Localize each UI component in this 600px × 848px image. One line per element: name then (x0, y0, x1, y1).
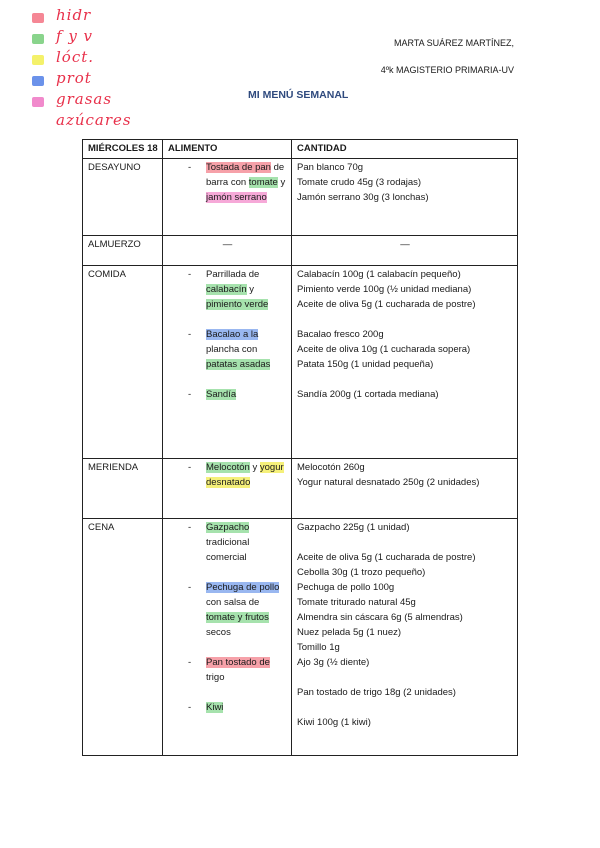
quantity-line: Bacalao fresco 200g (297, 329, 384, 340)
legend-swatch (32, 76, 44, 86)
table-row-comida (83, 266, 518, 459)
menu-table (82, 139, 518, 756)
list-dash: - (188, 582, 192, 593)
degree-label: 4ºk MAGISTERIO PRIMARIA-UV (380, 65, 514, 75)
quantity-line: Kiwi 100g (1 kiwi) (297, 717, 371, 728)
quantity-cell (292, 266, 518, 459)
food-text: Pechuga de pollo con salsa de tomate y frutos secos (206, 582, 280, 638)
food-item (168, 580, 287, 640)
list-dash: - (188, 269, 192, 280)
table-row-merienda (83, 459, 518, 519)
food-item (168, 387, 287, 402)
column-header-quantity: CANTIDAD (292, 140, 518, 159)
legend-swatch (32, 13, 44, 23)
quantity-line: Calabacín 100g (1 calabacín pequeño) (297, 269, 461, 280)
meal-name: CENA (83, 519, 163, 756)
quantity-line: Jamón serrano 30g (3 lonchas) (297, 192, 429, 203)
quantity-line: Nuez pelada 5g (1 nuez) (297, 627, 402, 638)
food-cell (163, 159, 292, 236)
legend-label: hidr (56, 6, 92, 24)
meal-name: MERIENDA (83, 459, 163, 519)
quantity-line: Aceite de oliva 5g (1 cucharada de postre) (297, 299, 476, 310)
legend-label: azúcares (56, 111, 132, 129)
quantity-line: Pan blanco 70g (297, 162, 364, 173)
quantity-line: Yogur natural desnatado 250g (2 unidades) (297, 477, 480, 488)
food-item (168, 700, 287, 715)
food-text: Parrillada de calabacín y pimiento verde (206, 269, 269, 310)
quantity-line: Melocotón 260g (297, 462, 365, 473)
meal-name: ALMUERZO (83, 236, 163, 266)
quantity-line: Pimiento verde 100g (½ unidad mediana) (297, 284, 472, 295)
food-item (168, 267, 287, 312)
table-row-almuerzo (83, 236, 518, 266)
food-item (168, 460, 287, 490)
food-item (168, 520, 287, 565)
author-name: MARTA SUÁREZ MARTÍNEZ, (393, 38, 514, 48)
quantity-line: Cebolla 30g (1 trozo pequeño) (297, 567, 426, 578)
quantity-line: Pechuga de pollo 100g (297, 582, 395, 593)
quantity-line: Gazpacho 225g (1 unidad) (297, 522, 410, 533)
list-dash: - (188, 329, 192, 340)
legend-swatch (32, 34, 44, 44)
quantity-line: Tomate triturado natural 45g (297, 597, 416, 608)
meal-name: COMIDA (83, 266, 163, 459)
quantity-cell (292, 519, 518, 756)
list-dash: - (188, 702, 192, 713)
table-row-desayuno (83, 159, 518, 236)
table-row-cena (83, 519, 518, 756)
food-text: Kiwi (206, 702, 224, 713)
food-cell (163, 459, 292, 519)
food-item (168, 327, 287, 372)
food-text: Sandía (206, 389, 237, 400)
quantity-line: Aceite de oliva 5g (1 cucharada de postre) (297, 552, 476, 563)
legend-label: f y v (56, 27, 94, 45)
meal-name: DESAYUNO (83, 159, 163, 236)
list-dash: - (188, 522, 192, 533)
food-text: Melocotón y yogur desnatado (206, 462, 284, 488)
column-header-day: MIÉRCOLES 18 (83, 140, 163, 159)
food-cell (163, 266, 292, 459)
quantity-line: Patata 150g (1 unidad pequeña) (297, 359, 434, 370)
food-cell: — (163, 236, 292, 266)
page-title: MI MENÚ SEMANAL (248, 89, 349, 101)
legend-swatch (32, 97, 44, 107)
legend-swatch (32, 55, 44, 65)
list-dash: - (188, 162, 192, 173)
quantity-line: Almendra sin cáscara 6g (5 almendras) (297, 612, 463, 623)
quantity-line: Sandía 200g (1 cortada mediana) (297, 389, 439, 400)
legend-label: lóct. (56, 48, 95, 66)
list-dash: - (188, 462, 192, 473)
quantity-cell (292, 159, 518, 236)
food-text: Gazpacho tradicional comercial (206, 522, 250, 563)
list-dash: - (188, 657, 192, 668)
quantity-cell: — (292, 236, 518, 266)
legend-label: grasas (56, 90, 113, 108)
quantity-line: Tomate crudo 45g (3 rodajas) (297, 177, 422, 188)
quantity-cell (292, 459, 518, 519)
quantity-line: Aceite de oliva 10g (1 cucharada sopera) (297, 344, 471, 355)
food-text: Pan tostado de trigo (206, 657, 270, 683)
food-item (168, 160, 287, 205)
list-dash: - (188, 389, 192, 400)
food-text: Tostada de pan de barra con tomate y jamón serrano (206, 162, 286, 203)
quantity-line: Tomillo 1g (297, 642, 340, 653)
food-cell (163, 519, 292, 756)
food-text: Bacalao a la plancha con patatas asadas (206, 329, 271, 370)
table-header-row (83, 140, 518, 159)
quantity-line: Pan tostado de trigo 18g (2 unidades) (297, 687, 456, 698)
food-item (168, 655, 287, 685)
column-header-food: ALIMENTO (163, 140, 292, 159)
quantity-line: Ajo 3g (½ diente) (297, 657, 370, 668)
legend-label: prot (56, 69, 92, 87)
